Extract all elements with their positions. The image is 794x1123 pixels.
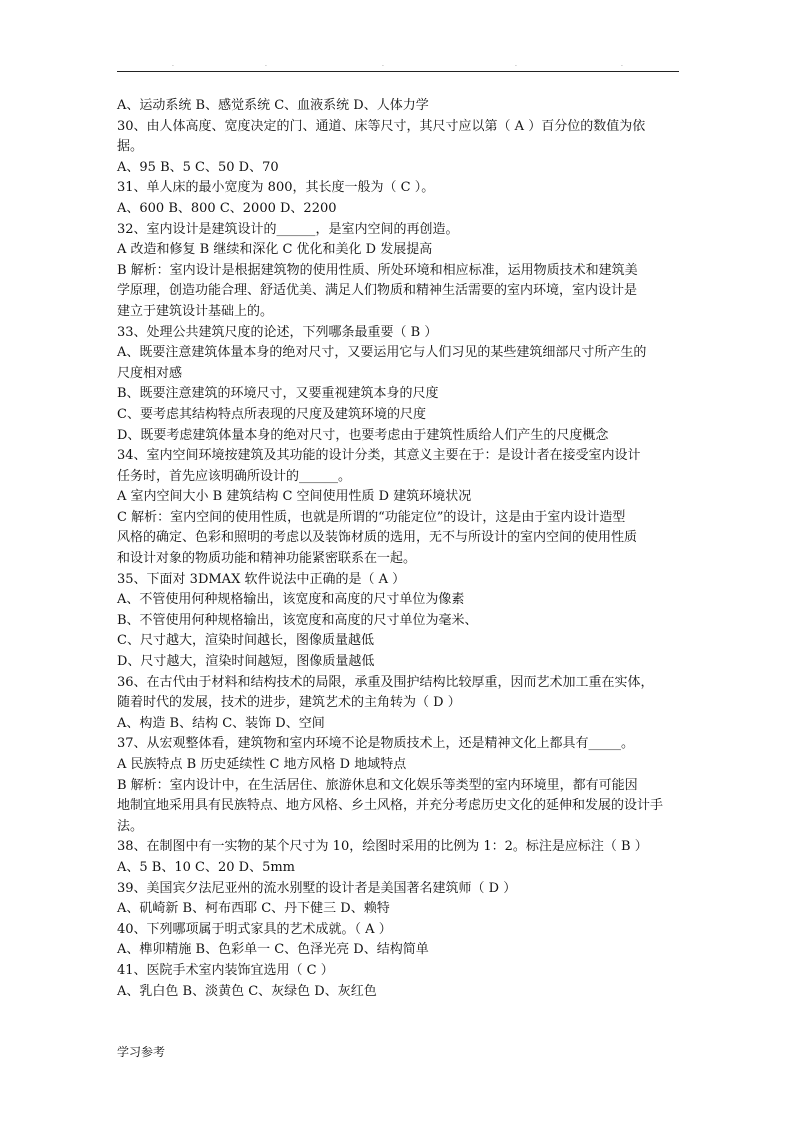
text-line: 31、单人床的最小宽度为 800，其长度一般为（ C ）。 xyxy=(117,180,435,196)
text-line: 地制宜地采用具有民族特点、地方风格、乡土风格，并充分考虑历史文化的延伸和发展的设计手 xyxy=(117,798,664,814)
text-line: C、要考虑其结构特点所表现的尺度及建筑环境的尺度 xyxy=(117,406,426,422)
text-line: A、矶崎新 B、柯布西耶 C、丹下健三 D、赖特 xyxy=(117,901,390,917)
text-line: B 解析：室内设计是根据建筑物的使用性质、所处环境和相应标准，运用物质技术和建筑美 xyxy=(117,262,638,278)
header-dot: . xyxy=(515,61,517,68)
text-line: A、600 B、800 C、2000 D、2200 xyxy=(117,200,337,216)
text-line: 41、医院手术室内装饰宜选用（ C ） xyxy=(117,962,334,978)
document-body xyxy=(117,96,682,1002)
text-line: 32、室内设计是建筑设计的______，是室内空间的再创造。 xyxy=(117,221,459,237)
header-dot: . xyxy=(621,61,623,68)
text-line: A、既要注意建筑体量本身的绝对尺寸，又要运用它与人们习见的某些建筑细部尺寸所产生的 xyxy=(117,345,647,361)
text-line: A 民族特点 B 历史延续性 C 地方风格 D 地域特点 xyxy=(117,757,407,772)
text-line: C、尺寸越大，渲染时间越长，图像质量越低 xyxy=(117,633,374,649)
text-line: 据。 xyxy=(117,139,144,155)
text-line: 39、美国宾夕法尼亚州的流水别墅的设计者是美国著名建筑师（ D ） xyxy=(117,880,517,896)
text-line: 35、下面对 3DMAX 软件说法中正确的是（ A ） xyxy=(117,571,406,587)
text-line: A、乳白色 B、淡黄色 C、灰绿色 D、灰红色 xyxy=(117,983,377,999)
text-line: A 室内空间大小 B 建筑结构 C 空间使用性质 D 建筑环境状况 xyxy=(117,489,472,505)
text-line: 和设计对象的物质功能和精神功能紧密联系在一起。 xyxy=(117,551,417,567)
text-line: A、构造 B、结构 C、装饰 D、空间 xyxy=(117,715,325,731)
text-line: B 解析：室内设计中，在生活居住、旅游休息和文化娱乐等类型的室内环境里，都有可能因 xyxy=(117,777,638,793)
header-dot: . xyxy=(382,61,384,68)
text-line: 任务时，首先应该明确所设计的______。 xyxy=(117,468,352,484)
header-rule xyxy=(117,71,679,72)
text-line: D、既要考虑建筑体量本身的绝对尺寸，也要考虑由于建筑性质给人们产生的尺度概念 xyxy=(117,427,609,443)
text-line: A、不管使用何种规格输出，该宽度和高度的尺寸单位为像素 xyxy=(117,592,465,608)
text-line: B、不管使用何种规格输出，该宽度和高度的尺寸单位为毫米、 xyxy=(117,612,478,628)
text-line: 随着时代的发展，技术的进步，建筑艺术的主角转为（ D ） xyxy=(117,695,461,711)
text-line: 34、室内空间环境按建筑及其功能的设计分类，其意义主要在于：是设计者在接受室内设计 xyxy=(117,448,641,464)
text-line: A、运动系统 B、感觉系统 C、血液系统 D、人体力学 xyxy=(117,98,429,113)
text-line: 40、下列哪项属于明式家具的艺术成就。（ A ） xyxy=(117,921,392,937)
text-line: 33、处理公共建筑尺度的论述，下列哪条最重要（ B ） xyxy=(117,324,438,340)
header-dot: . xyxy=(172,61,174,68)
text-line: 37、从宏观整体看，建筑物和室内环境不论是物质技术上，还是精神文化上都具有_____。 xyxy=(117,736,635,752)
text-line: 38、在制图中有一实物的某个尺寸为 10，绘图时采用的比例为 1：2。标注是应标注（ B ） xyxy=(117,839,648,855)
header-dots xyxy=(117,62,679,68)
text-line: 36、在古代由于材料和结构技术的局限，承重及围护结构比较厚重，因而艺术加工重在实体， xyxy=(117,674,654,690)
text-line: 尺度相对感 xyxy=(117,365,183,381)
header-dot: . xyxy=(265,61,267,68)
text-line: 学原理，创造功能合理、舒适优美、满足人们物质和精神生活需要的室内环境，室内设计是 xyxy=(117,283,638,299)
text-line: B、既要注意建筑的环境尺寸，又要重视建筑本身的尺度 xyxy=(117,386,439,402)
text-line: A、95 B、5 C、50 D、70 xyxy=(117,159,279,175)
text-line: 建立于建筑设计基础上的。 xyxy=(117,303,274,319)
text-line: 法。 xyxy=(117,818,144,834)
page-footer: 学习参考 xyxy=(117,1045,166,1059)
text-line: A、榫卯精施 B、色彩单一 C、色泽光亮 D、结构简单 xyxy=(117,942,429,958)
text-line: C 解析：室内空间的使用性质，也就是所谓的“功能定位”的设计，这是由于室内设计造型 xyxy=(117,509,626,525)
text-line: D、尺寸越大，渲染时间越短，图像质量越低 xyxy=(117,654,375,670)
text-line: A、5 B、10 C、20 D、5mm xyxy=(117,859,295,875)
text-line: A 改造和修复 B 继续和深化 C 优化和美化 D 发展提高 xyxy=(117,242,433,258)
text-line: 30、由人体高度、宽度决定的门、通道、床等尺寸，其尺寸应以第（ A ）百分位的数值为依 xyxy=(117,118,646,134)
text-line: 风格的确定、色彩和照明的考虑以及装饰材质的选用，无不与所设计的室内空间的使用性质 xyxy=(117,530,638,546)
